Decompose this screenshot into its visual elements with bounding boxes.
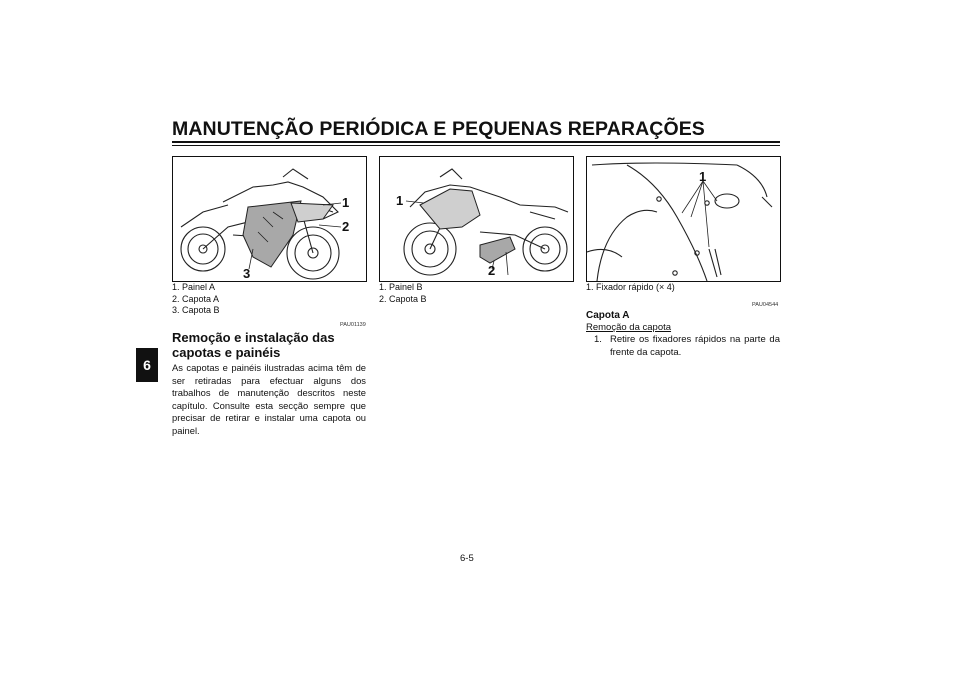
figure1-captions bbox=[172, 282, 220, 317]
figure2-callout-2: 2 bbox=[488, 263, 496, 278]
caption-item: 2. Capota B bbox=[379, 293, 427, 304]
cowling-closeup-illustration bbox=[587, 157, 780, 281]
figure3-captions bbox=[586, 282, 675, 294]
subsection-subtitle: Remoção da capota bbox=[586, 322, 672, 333]
figure-motorcycle-right-view bbox=[379, 156, 574, 282]
step-item bbox=[594, 334, 780, 359]
page-header-title: MANUTENÇÃO PERIÓDICA E PEQUENAS REPARAÇÕES bbox=[172, 118, 705, 140]
figure1-callout-1: 1 bbox=[342, 195, 350, 210]
caption-item: 1. Painel A bbox=[172, 282, 216, 292]
figure-cowling-closeup bbox=[586, 156, 781, 282]
step-number: 1. bbox=[594, 334, 602, 345]
chapter-tab: 6 bbox=[136, 348, 158, 382]
caption-item: 1. Fixador rápido (× 4) bbox=[586, 282, 675, 292]
motorcycle-left-illustration bbox=[173, 157, 366, 281]
figure2-captions bbox=[379, 282, 427, 305]
figure3-callout-1: 1 bbox=[699, 169, 707, 184]
caption-item: 1. Painel B bbox=[379, 282, 423, 292]
figure1-callout-3: 3 bbox=[243, 266, 251, 281]
subsection-code: PAU04544 bbox=[752, 302, 779, 308]
caption-item: 3. Capota B bbox=[172, 305, 220, 315]
header-rule bbox=[172, 141, 780, 143]
subsection-title: Capota A bbox=[586, 310, 630, 321]
step-text: Retire os fixadores rápidos na parte da frente da capota. bbox=[610, 334, 780, 358]
section-title: Remoção e instalação das capotas e painéis bbox=[172, 330, 335, 360]
section-code: PAU01139 bbox=[340, 322, 366, 328]
motorcycle-right-illustration bbox=[380, 157, 573, 281]
caption-item: 2. Capota A bbox=[172, 293, 220, 304]
section-body-text: As capotas e painéis ilustradas acima têm de ser retiradas para efectuar alguns dos trabalhos de manutenção descritos neste capítulo. Consulte esta secção sempre que precisar de retirar e instalar uma capota ou painel. bbox=[172, 362, 366, 436]
header-rule-thin bbox=[172, 145, 780, 146]
figure2-callout-1: 1 bbox=[396, 193, 404, 208]
figure1-callout-2: 2 bbox=[342, 219, 350, 234]
page-number: 6-5 bbox=[460, 553, 474, 564]
figure-motorcycle-left-view bbox=[172, 156, 367, 282]
